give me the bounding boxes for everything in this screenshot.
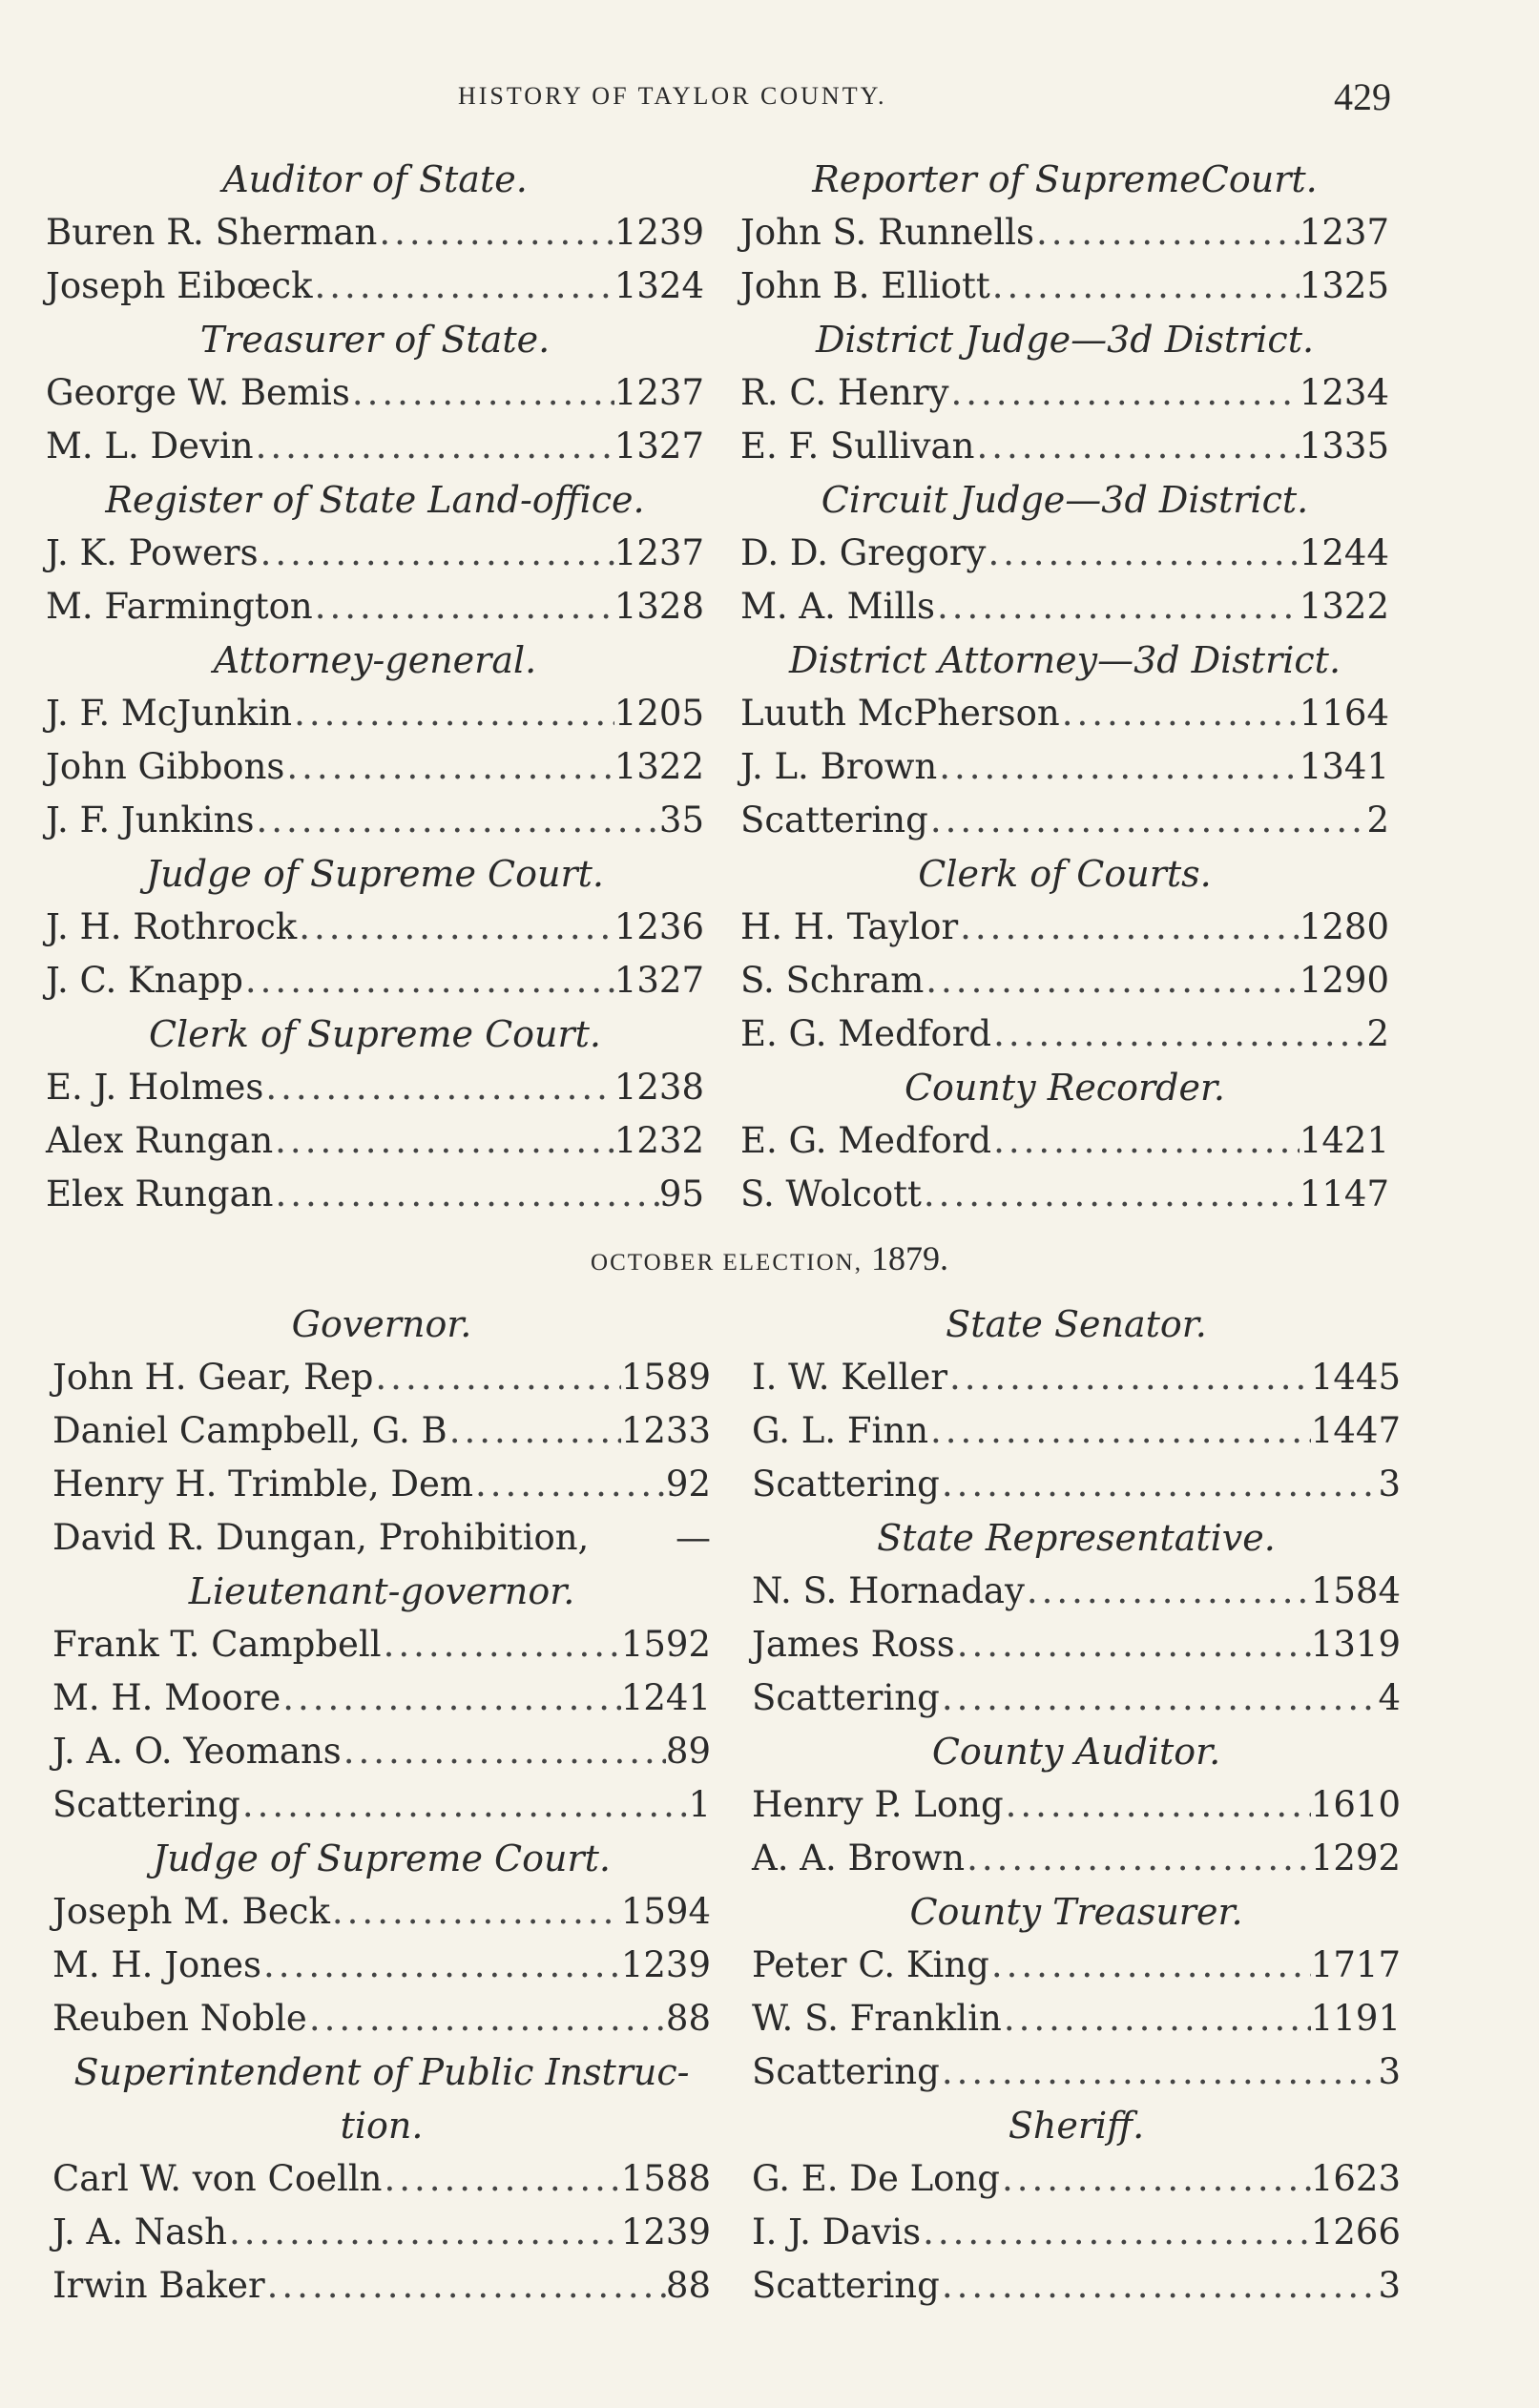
dot-leader	[940, 2045, 1379, 2099]
candidate-name: John Gibbons	[46, 746, 285, 787]
dot-leader	[447, 1404, 621, 1458]
dot-leader	[948, 366, 1299, 420]
candidate-row	[740, 420, 1389, 473]
office-heading: Lieutenant-governor.	[188, 1570, 575, 1612]
candidate-name: D. D. Gregory	[740, 532, 987, 573]
vote-count: 92	[665, 1463, 711, 1505]
dot-leader	[273, 1168, 658, 1221]
candidate-name: Daniel Campbell, G. B	[52, 1410, 447, 1451]
office-heading: Reporter of SupremeCourt.	[812, 158, 1318, 200]
candidate-row	[52, 1725, 711, 1778]
candidate-name: W. S. Franklin	[752, 1998, 1002, 2039]
dot-leader	[1004, 1778, 1311, 1832]
vote-count: 88	[665, 2265, 711, 2306]
candidate-name: Scattering	[752, 2051, 940, 2092]
running-head-title: HISTORY OF TAYLOR COUNTY.	[458, 82, 887, 110]
candidate-row	[52, 1992, 711, 2045]
dot-leader	[330, 1885, 621, 1939]
candidate-row	[740, 901, 1389, 954]
vote-count: 88	[665, 1998, 711, 2039]
dot-leader	[227, 2206, 621, 2259]
candidate-name: H. H. Taylor	[740, 906, 959, 947]
candidate-row	[52, 1511, 711, 1565]
vote-count: 1236	[614, 906, 704, 947]
candidate-name: M. H. Jones	[52, 1944, 262, 1985]
candidate-row	[52, 2259, 711, 2313]
candidate-row	[52, 2152, 711, 2206]
candidate-name: I. J. Davis	[752, 2211, 922, 2252]
candidate-row	[740, 954, 1389, 1007]
candidate-name: J. A. Nash	[52, 2211, 227, 2252]
column-left-top	[46, 153, 704, 1221]
dot-leader	[281, 1671, 621, 1725]
vote-count: 1623	[1310, 2158, 1401, 2199]
vote-count: 89	[665, 1731, 711, 1772]
candidate-row	[752, 1565, 1401, 1618]
candidate-name: G. E. De Long	[752, 2158, 1000, 2199]
candidate-row	[740, 527, 1389, 580]
office-heading: Governor.	[291, 1303, 472, 1345]
dot-leader	[259, 527, 614, 580]
candidate-row	[752, 1458, 1401, 1511]
vote-count: 1241	[620, 1677, 711, 1718]
candidate-row	[46, 740, 704, 794]
office-heading: Superintendent of Public Instruc-	[73, 2051, 690, 2093]
candidate-row	[46, 259, 704, 313]
candidate-row	[52, 1404, 711, 1458]
candidate-row	[46, 527, 704, 580]
dot-leader	[382, 1618, 621, 1671]
candidate-name: James Ross	[752, 1624, 955, 1665]
candidate-name: Buren R. Sherman	[46, 212, 378, 253]
candidate-name: A. A. Brown	[752, 1837, 966, 1879]
dot-leader	[940, 1671, 1379, 1725]
candidate-name: Scattering	[752, 1463, 940, 1505]
vote-count: 1319	[1310, 1624, 1401, 1665]
vote-count: 1327	[614, 960, 704, 1001]
dot-leader	[958, 901, 1300, 954]
dot-leader	[342, 1725, 666, 1778]
vote-count: 1234	[1299, 372, 1389, 413]
vote-count: 1717	[1310, 1944, 1401, 1985]
candidate-row	[52, 1351, 711, 1404]
candidate-row	[752, 2045, 1401, 2099]
candidate-name: S. Wolcott	[740, 1173, 922, 1214]
vote-count: 1205	[614, 693, 704, 734]
candidate-name: G. L. Finn	[752, 1410, 929, 1451]
dot-leader	[989, 1939, 1311, 1992]
office-heading: Register of State Land-office.	[105, 479, 645, 521]
candidate-row	[752, 1404, 1401, 1458]
dot-leader	[1025, 1565, 1311, 1618]
dot-leader	[1034, 206, 1300, 259]
candidate-name: E. G. Medford	[740, 1013, 992, 1054]
dot-leader	[377, 206, 614, 259]
candidate-row	[740, 1007, 1389, 1061]
candidate-row	[52, 1671, 711, 1725]
candidate-row	[52, 1618, 711, 1671]
vote-count: 1233	[620, 1410, 711, 1451]
dot-leader	[261, 1939, 621, 1992]
office-heading: Attorney-general.	[213, 639, 537, 681]
candidate-row	[52, 1885, 711, 1939]
office-heading: District Judge—3d District.	[815, 319, 1315, 361]
dot-leader	[986, 527, 1299, 580]
candidate-row	[740, 580, 1389, 633]
office-heading: County Auditor.	[931, 1731, 1221, 1773]
vote-count: 1610	[1310, 1784, 1401, 1825]
candidate-name: J. H. Rothrock	[46, 906, 298, 947]
vote-count: 1588	[620, 2158, 711, 2199]
running-head	[0, 75, 1539, 130]
candidate-row	[752, 1618, 1401, 1671]
dot-leader	[473, 1458, 666, 1511]
candidate-name: E. F. Sullivan	[740, 426, 975, 467]
dot-leader	[990, 259, 1300, 313]
vote-count: 3	[1378, 2265, 1401, 2306]
vote-count: 1239	[614, 212, 704, 253]
candidate-row	[46, 687, 704, 740]
dot-leader	[313, 259, 614, 313]
candidate-name: R. C. Henry	[740, 372, 949, 413]
dot-leader	[928, 1404, 1311, 1458]
dot-leader	[937, 740, 1300, 794]
office-heading: Treasurer of State.	[199, 319, 551, 361]
candidate-row	[46, 901, 704, 954]
vote-count: 1	[688, 1784, 711, 1825]
dot-leader	[921, 2206, 1311, 2259]
candidate-name: Scattering	[752, 2265, 940, 2306]
dot-leader	[373, 1351, 620, 1404]
candidate-row	[752, 1671, 1401, 1725]
candidate-row	[46, 794, 704, 847]
candidate-name: Reuben Noble	[52, 1998, 307, 2039]
dot-leader	[965, 1832, 1311, 1885]
dot-leader	[350, 366, 614, 420]
office-heading: County Recorder.	[904, 1067, 1226, 1109]
candidate-name: Peter C. King	[752, 1944, 989, 1985]
candidate-name: J. C. Knapp	[46, 960, 243, 1001]
dot-leader	[928, 794, 1367, 847]
vote-count: 1341	[1299, 746, 1389, 787]
dot-leader	[947, 1351, 1311, 1404]
column-right-top	[740, 153, 1389, 1221]
candidate-row	[752, 2152, 1401, 2206]
candidate-row	[740, 206, 1389, 259]
vote-count: 1421	[1299, 1120, 1389, 1161]
vote-count: 1290	[1299, 960, 1389, 1001]
candidate-row	[752, 2259, 1401, 2313]
office-heading: Auditor of State.	[222, 158, 528, 200]
office-heading: tion.	[340, 2105, 424, 2147]
vote-count: 1447	[1310, 1410, 1401, 1451]
candidate-row	[52, 1778, 711, 1832]
candidate-name: Scattering	[52, 1784, 240, 1825]
candidate-row	[46, 420, 704, 473]
candidate-row	[52, 2206, 711, 2259]
section-title-october-election	[0, 1238, 1539, 1278]
vote-count: 4	[1378, 1677, 1401, 1718]
candidate-name: Irwin Baker	[52, 2265, 265, 2306]
vote-count: 1164	[1299, 693, 1389, 734]
candidate-name: M. A. Mills	[740, 586, 936, 627]
vote-count: 1280	[1299, 906, 1389, 947]
candidate-name: Henry H. Trimble, Dem	[52, 1463, 474, 1505]
candidate-row	[740, 687, 1389, 740]
office-heading: Clerk of Supreme Court.	[148, 1013, 602, 1055]
candidate-row	[46, 1061, 704, 1114]
candidate-name: Luuth McPherson	[740, 693, 1060, 734]
vote-count: 1147	[1299, 1173, 1389, 1214]
candidate-row	[52, 1458, 711, 1511]
office-heading: State Representative.	[877, 1517, 1276, 1559]
page-number: 429	[1334, 75, 1391, 118]
candidate-name: S. Schram	[740, 960, 925, 1001]
dot-leader	[940, 1458, 1379, 1511]
dot-leader	[991, 1007, 1366, 1061]
candidate-row	[46, 1168, 704, 1221]
office-heading: Sheriff.	[1008, 2105, 1145, 2147]
dot-leader	[940, 2259, 1379, 2313]
dot-leader	[307, 1992, 666, 2045]
dot-leader	[1000, 2152, 1311, 2206]
dot-leader	[935, 580, 1300, 633]
candidate-row	[46, 206, 704, 259]
candidate-name: E. G. Medford	[740, 1120, 992, 1161]
dot-leader	[313, 580, 614, 633]
candidate-name: Frank T. Campbell	[52, 1624, 382, 1665]
office-heading: District Attorney—3d District.	[788, 639, 1341, 681]
candidate-name: Henry P. Long	[752, 1784, 1004, 1825]
candidate-name: J. K. Powers	[46, 532, 259, 573]
dot-leader	[922, 1168, 1300, 1221]
candidate-row	[46, 1114, 704, 1168]
candidate-name: John B. Elliott	[740, 265, 990, 306]
vote-count: 2	[1366, 799, 1389, 841]
candidate-row	[740, 366, 1389, 420]
vote-count: 1237	[1299, 212, 1389, 253]
candidate-name: Carl W. von Coelln	[52, 2158, 383, 2199]
dot-leader	[292, 687, 614, 740]
candidate-name: I. W. Keller	[752, 1357, 948, 1398]
dot-leader	[924, 954, 1300, 1007]
column-right-bottom	[752, 1297, 1401, 2313]
vote-count: 1594	[620, 1891, 711, 1932]
candidate-row	[740, 259, 1389, 313]
candidate-name: J. A. O. Yeomans	[52, 1731, 342, 1772]
vote-count: 1584	[1310, 1570, 1401, 1611]
dot-leader	[1002, 1992, 1311, 2045]
dot-leader	[265, 2259, 666, 2313]
vote-count: 3	[1378, 2051, 1401, 2092]
candidate-name: George W. Bemis	[46, 372, 350, 413]
vote-count: 1238	[614, 1067, 704, 1108]
dot-leader	[254, 420, 614, 473]
dot-leader	[263, 1061, 614, 1114]
dot-leader	[974, 420, 1299, 473]
candidate-name: Scattering	[740, 799, 928, 841]
dot-leader	[991, 1114, 1300, 1168]
dot-leader	[1060, 687, 1300, 740]
candidate-row	[740, 794, 1389, 847]
candidate-name: N. S. Hornaday	[752, 1570, 1025, 1611]
candidate-row	[46, 366, 704, 420]
candidate-row	[752, 1992, 1401, 2045]
candidate-row	[740, 740, 1389, 794]
dot-leader	[243, 954, 614, 1007]
vote-count: 35	[658, 799, 704, 841]
dot-leader	[240, 1778, 689, 1832]
vote-count: 1592	[620, 1624, 711, 1665]
candidate-row	[46, 580, 704, 633]
candidate-name: Scattering	[752, 1677, 940, 1718]
candidate-name: Elex Rungan	[46, 1173, 274, 1214]
candidate-row	[740, 1168, 1389, 1221]
vote-count: 1325	[1299, 265, 1389, 306]
section-title-year: 1879.	[862, 1239, 948, 1277]
candidate-name: E. J. Holmes	[46, 1067, 264, 1108]
vote-count: 1191	[1310, 1998, 1401, 2039]
candidate-name: J. L. Brown	[740, 746, 938, 787]
office-heading: State Senator.	[946, 1303, 1207, 1345]
candidate-name: M. L. Devin	[46, 426, 254, 467]
vote-count: 1237	[614, 372, 704, 413]
candidate-row	[46, 954, 704, 1007]
vote-count: 1445	[1310, 1357, 1401, 1398]
vote-count: 3	[1378, 1463, 1401, 1505]
dot-leader	[254, 794, 658, 847]
candidate-row	[52, 1939, 711, 1992]
candidate-row	[752, 1832, 1401, 1885]
vote-count: 1239	[620, 1944, 711, 1985]
candidate-name: John S. Runnells	[740, 212, 1034, 253]
candidate-row	[752, 1939, 1401, 1992]
dot-leader	[382, 2152, 620, 2206]
dot-leader	[273, 1114, 614, 1168]
vote-count: 1324	[614, 265, 704, 306]
candidate-name: David R. Dungan, Prohibition,	[52, 1517, 590, 1558]
dot-leader	[284, 740, 614, 794]
vote-count: 1335	[1299, 426, 1389, 467]
candidate-name: J. F. McJunkin	[46, 693, 293, 734]
candidate-name: Joseph M. Beck	[52, 1891, 330, 1932]
dot-leader	[955, 1618, 1311, 1671]
office-heading: Clerk of Courts.	[918, 853, 1212, 895]
candidate-name: John H. Gear, Rep	[52, 1357, 374, 1398]
vote-count: 1239	[620, 2211, 711, 2252]
vote-count: 1237	[614, 532, 704, 573]
vote-count: 95	[658, 1173, 704, 1214]
vote-count: —	[676, 1517, 711, 1558]
vote-count: 1292	[1310, 1837, 1401, 1879]
vote-count: 1328	[614, 586, 704, 627]
office-heading: County Treasurer.	[909, 1891, 1243, 1933]
vote-count: 1322	[1299, 586, 1389, 627]
vote-count: 1232	[614, 1120, 704, 1161]
candidate-name: Alex Rungan	[46, 1120, 274, 1161]
candidate-name: M. H. Moore	[52, 1677, 281, 1718]
vote-count: 1322	[614, 746, 704, 787]
candidate-name: J. F. Junkins	[46, 799, 255, 841]
section-title-label: OCTOBER ELECTION,	[591, 1250, 863, 1276]
vote-count: 1589	[620, 1357, 711, 1398]
vote-count: 1266	[1310, 2211, 1401, 2252]
candidate-row	[752, 1351, 1401, 1404]
column-left-bottom	[52, 1297, 711, 2313]
vote-count: 1244	[1299, 532, 1389, 573]
candidate-name: Joseph Eibœck	[46, 265, 313, 306]
candidate-row	[752, 1778, 1401, 1832]
office-heading: Judge of Supreme Court.	[146, 853, 604, 895]
dot-leader	[297, 901, 614, 954]
candidate-row	[752, 2206, 1401, 2259]
office-heading: Circuit Judge—3d District.	[821, 479, 1309, 521]
vote-count: 2	[1366, 1013, 1389, 1054]
candidate-row	[740, 1114, 1389, 1168]
candidate-name: M. Farmington	[46, 586, 313, 627]
office-heading: Judge of Supreme Court.	[153, 1837, 611, 1879]
vote-count: 1327	[614, 426, 704, 467]
